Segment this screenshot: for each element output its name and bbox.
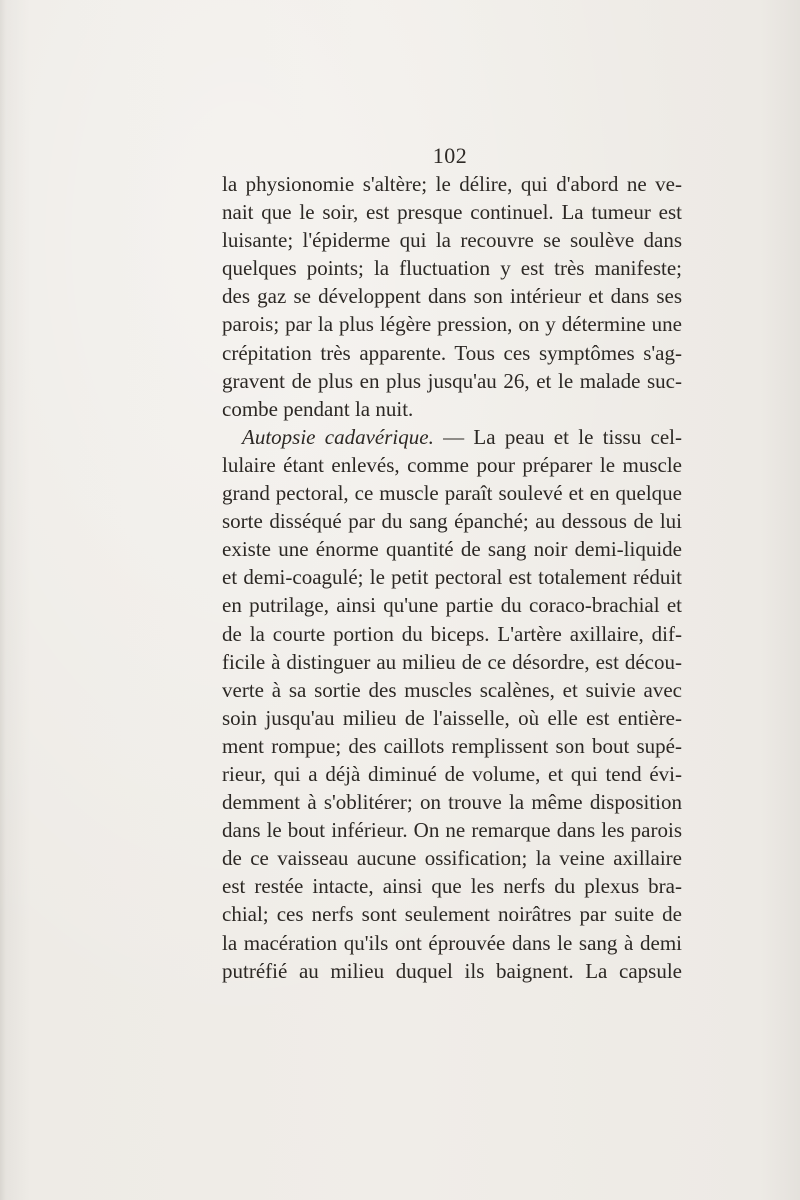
text-line: sorte disséqué par du sang épanché; au dessous de lui	[222, 509, 682, 534]
text-line: putréfié au milieu duquel ils baignent. La capsule	[222, 958, 682, 983]
text-line: quelques points; la fluctuation y est très manifeste;	[222, 256, 682, 281]
text-line: en putrilage, ainsi qu'une partie du coraco-brachial et	[222, 593, 682, 618]
page-number: 102	[432, 143, 468, 168]
text-line: de ce vaisseau aucune ossification; la veine axillaire	[222, 846, 682, 871]
text-line: existe une énorme quantité de sang noir demi-liquide	[222, 537, 682, 562]
text-line: grand pectoral, ce muscle paraît soulevé et en quelque	[222, 481, 682, 506]
text-fragment: — La peau et le tissu cel-	[433, 424, 682, 449]
text-line: des gaz se développent dans son intérieur et dans ses	[222, 284, 682, 309]
text-line: demment à s'oblitérer; on trouve la même disposition	[222, 790, 682, 815]
text-line: gravent de plus en plus jusqu'au 26, et le malade suc-	[222, 368, 682, 393]
text-line: et demi-coagulé; le petit pectoral est totalement réduit	[222, 565, 682, 590]
text-line: ficile à distinguer au milieu de ce désordre, est décou-	[222, 649, 682, 674]
text-line: est restée intacte, ainsi que les nerfs du plexus bra-	[222, 874, 682, 899]
text-line: ment rompue; des caillots remplissent son bout supé-	[222, 733, 682, 758]
text-line: la physionomie s'altère; le délire, qui d'abord ne ve-	[222, 172, 682, 196]
section-heading: Autopsie cadavérique.	[242, 424, 434, 449]
text-line: combe pendant la nuit.	[222, 396, 414, 421]
text-line: de la courte portion du biceps. L'artère axillaire, dif-	[222, 621, 682, 646]
text-line: rieur, qui a déjà diminué de volume, et qui tend évi-	[222, 761, 682, 786]
text-line: crépitation très apparente. Tous ces symptômes s'ag-	[222, 340, 682, 365]
text-line: soin jusqu'au milieu de l'aisselle, où elle est entière-	[222, 705, 682, 730]
text-line: dans le bout inférieur. On ne remarque dans les parois	[222, 818, 682, 843]
text-line: parois; par la plus légère pression, on y détermine une	[222, 312, 682, 337]
body-text	[222, 170, 682, 985]
text-line: nait que le soir, est presque continuel. La tumeur est	[222, 200, 682, 225]
text-line: lulaire étant enlevés, comme pour préparer le muscle	[222, 452, 682, 477]
text-line: luisante; l'épiderme qui la recouvre se soulève dans	[222, 228, 682, 253]
text-line: chial; ces nerfs sont seulement noirâtres par suite de	[222, 902, 682, 927]
text-line: verte à sa sortie des muscles scalènes, et suivie avec	[222, 677, 682, 702]
paragraph-first-line	[222, 423, 682, 451]
text-line: la macération qu'ils ont éprouvée dans le sang à demi	[222, 930, 682, 955]
